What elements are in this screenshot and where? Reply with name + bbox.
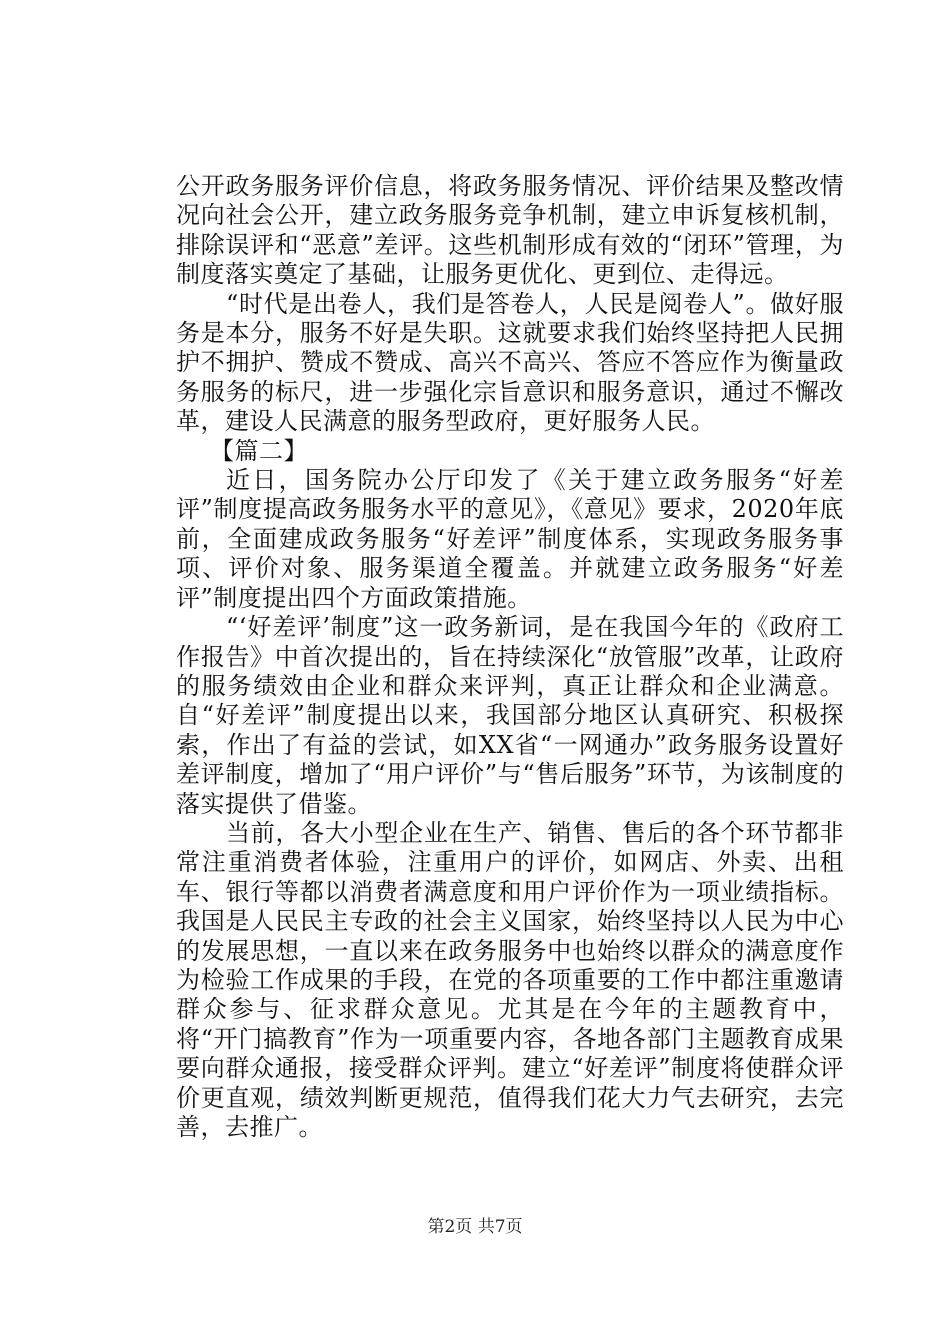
paragraph: 近日，国务院办公厅印发了《关于建立政务服务“好差评”制度提高政务服务水平的意见》，《意见》要求，2020年底前，全面建成政务服务“好差评”制度体系，实现政务服务事项、评价对象、服务渠道全覆盖。并就建立政务服务“好差评”制度提出四个方面政策措施。 — [176, 466, 844, 612]
paragraph: “时代是出卷人，我们是答卷人，人民是阅卷人”。做好服务是本分，服务不好是失职。这就要求我们始终坚持把人民拥护不拥护、赞成不赞成、高兴不高兴、答应不答应作为衡量政务服务的标尺，进一步强化宗旨意识和服务意识，通过不懈改革，建设人民满意的服务型政府，更好服务人民。 — [176, 289, 844, 436]
page-footer: 第2页 共7页 — [427, 1217, 523, 1237]
paragraph: 当前，各大小型企业在生产、销售、售后的各个环节都非常注重消费者体验，注重用户的评价，如网店、外卖、出租车、银行等都以消费者满意度和用户评价作为一项业绩指标。我国是人民民主专政的社会主义国家，始终坚持以人民为中心的发展思想，一直以来在政务服务中也始终以群众的满意度作为检验工作成果的手段，在党的各项重要的工作中都注重邀请群众参与、征求群众意见。尤其是在今年的主题教育中，将“开门搞教育”作为一项重要内容，各地各部门主题教育成果要向群众通报，接受群众评判。建立“好差评”制度将使群众评价更直观，绩效判断更规范，值得我们花大力气去研究，去完善，去推广。 — [176, 818, 844, 1141]
paragraph: “‘好差评’制度”这一政务新词，是在我国今年的《政府工作报告》中首次提出的，旨在持续深化“放管服”改革，让政府的服务绩效由企业和群众来评判，真正让群众和企业满意。自“好差评”制度提出以来，我国部分地区认真研究、积极探索，作出了有益的尝试，如XX省“一网通办”政务服务设置好差评制度，增加了“用户评价”与“售后服务”环节，为该制度的落实提供了借鉴。 — [176, 613, 844, 818]
paragraph-continuation: 公开政务服务评价信息，将政务服务情况、评价结果及整改情况向社会公开，建立政务服务竞争机制，建立申诉复核机制，排除误评和“恶意”差评。这些机制形成有效的“闭环”管理，为制度落实奠定了基础，让服务更优化、更到位、走得远。 — [176, 172, 844, 289]
section-heading: 【篇二】 — [210, 436, 308, 465]
document-body — [176, 172, 844, 1142]
